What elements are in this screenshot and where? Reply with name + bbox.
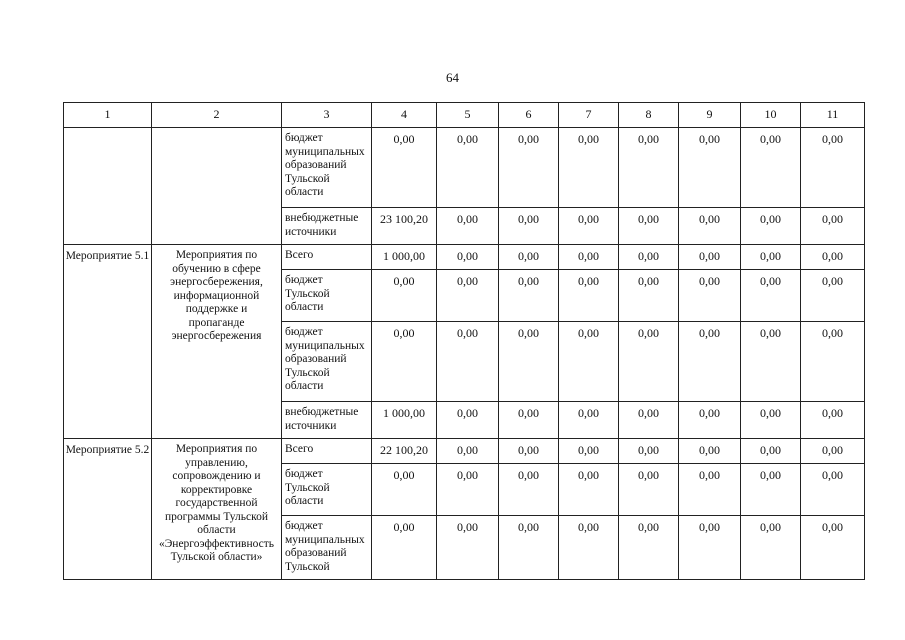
funding-source: бюджет Тульской области <box>282 464 372 516</box>
value-cell: 0,00 <box>801 208 865 245</box>
value-cell: 0,00 <box>679 402 741 439</box>
value-cell: 0,00 <box>499 322 559 402</box>
funding-source: бюджет муниципальных образований Тульской <box>282 516 372 580</box>
value-cell: 0,00 <box>372 270 437 322</box>
funding-source: Всего <box>282 439 372 464</box>
event-label: Мероприятие 5.2 <box>64 439 152 580</box>
value-cell: 0,00 <box>499 128 559 208</box>
value-cell: 0,00 <box>437 402 499 439</box>
column-header: 1 <box>64 103 152 128</box>
table-row <box>64 245 865 270</box>
column-header: 10 <box>741 103 801 128</box>
value-cell: 0,00 <box>741 270 801 322</box>
column-header: 11 <box>801 103 865 128</box>
value-cell: 0,00 <box>559 439 619 464</box>
value-cell: 0,00 <box>801 270 865 322</box>
value-cell: 0,00 <box>559 322 619 402</box>
value-cell: 0,00 <box>372 464 437 516</box>
value-cell: 0,00 <box>559 516 619 580</box>
value-cell: 0,00 <box>619 464 679 516</box>
value-cell: 0,00 <box>437 322 499 402</box>
value-cell: 0,00 <box>437 245 499 270</box>
column-header: 6 <box>499 103 559 128</box>
column-header: 3 <box>282 103 372 128</box>
value-cell: 0,00 <box>559 464 619 516</box>
column-header: 9 <box>679 103 741 128</box>
value-cell: 0,00 <box>679 128 741 208</box>
value-cell: 0,00 <box>437 439 499 464</box>
value-cell: 0,00 <box>741 245 801 270</box>
value-cell: 0,00 <box>801 322 865 402</box>
header-row <box>64 103 865 128</box>
value-cell: 0,00 <box>679 322 741 402</box>
funding-source: бюджет Тульской области <box>282 270 372 322</box>
value-cell: 0,00 <box>559 128 619 208</box>
event-description: Мероприятия по управлению, сопровождению и корректировке государственной программы Тульской области «Энергоэффективность Тульской области» <box>152 439 282 580</box>
value-cell: 0,00 <box>619 245 679 270</box>
empty-description-cell <box>152 128 282 245</box>
value-cell: 0,00 <box>499 402 559 439</box>
value-cell: 0,00 <box>741 322 801 402</box>
value-cell: 0,00 <box>499 516 559 580</box>
value-cell: 0,00 <box>679 464 741 516</box>
value-cell: 0,00 <box>801 245 865 270</box>
value-cell: 0,00 <box>801 516 865 580</box>
table-row <box>64 128 865 208</box>
value-cell: 0,00 <box>559 245 619 270</box>
value-cell: 0,00 <box>437 128 499 208</box>
funding-source: бюджет муниципальных образований Тульской области <box>282 128 372 208</box>
value-cell: 0,00 <box>437 516 499 580</box>
event-description: Мероприятия по обучению в сфере энергосбережения, информационной поддержке и пропаганде энергосбережения <box>152 245 282 439</box>
value-cell: 0,00 <box>499 464 559 516</box>
funding-source: внебюджетные источники <box>282 208 372 245</box>
value-cell: 0,00 <box>437 464 499 516</box>
column-header: 7 <box>559 103 619 128</box>
value-cell: 0,00 <box>801 128 865 208</box>
value-cell: 0,00 <box>741 439 801 464</box>
value-cell: 0,00 <box>619 402 679 439</box>
column-header: 4 <box>372 103 437 128</box>
funding-source: Всего <box>282 245 372 270</box>
value-cell: 0,00 <box>679 516 741 580</box>
value-cell: 0,00 <box>619 439 679 464</box>
value-cell: 1 000,00 <box>372 402 437 439</box>
value-cell: 0,00 <box>619 270 679 322</box>
value-cell: 0,00 <box>679 245 741 270</box>
value-cell: 0,00 <box>619 128 679 208</box>
event-label: Мероприятие 5.1 <box>64 245 152 439</box>
budget-table <box>63 102 865 580</box>
value-cell: 23 100,20 <box>372 208 437 245</box>
column-header: 8 <box>619 103 679 128</box>
value-cell: 0,00 <box>372 516 437 580</box>
value-cell: 0,00 <box>801 439 865 464</box>
value-cell: 0,00 <box>499 245 559 270</box>
table-row <box>64 439 865 464</box>
value-cell: 0,00 <box>559 208 619 245</box>
value-cell: 0,00 <box>619 208 679 245</box>
column-header: 5 <box>437 103 499 128</box>
value-cell: 0,00 <box>372 128 437 208</box>
value-cell: 0,00 <box>741 464 801 516</box>
value-cell: 0,00 <box>679 208 741 245</box>
value-cell: 0,00 <box>741 208 801 245</box>
value-cell: 0,00 <box>741 516 801 580</box>
value-cell: 0,00 <box>679 439 741 464</box>
value-cell: 0,00 <box>559 270 619 322</box>
value-cell: 0,00 <box>499 208 559 245</box>
value-cell: 0,00 <box>741 128 801 208</box>
value-cell: 0,00 <box>437 208 499 245</box>
value-cell: 0,00 <box>619 516 679 580</box>
value-cell: 0,00 <box>499 270 559 322</box>
value-cell: 0,00 <box>619 322 679 402</box>
value-cell: 0,00 <box>679 270 741 322</box>
value-cell: 0,00 <box>437 270 499 322</box>
value-cell: 0,00 <box>499 439 559 464</box>
column-header: 2 <box>152 103 282 128</box>
value-cell: 0,00 <box>801 402 865 439</box>
page-number: 64 <box>446 70 459 85</box>
value-cell: 0,00 <box>801 464 865 516</box>
value-cell: 0,00 <box>559 402 619 439</box>
empty-event-cell <box>64 128 152 245</box>
funding-source: внебюджетные источники <box>282 402 372 439</box>
funding-source: бюджет муниципальных образований Тульской области <box>282 322 372 402</box>
value-cell: 22 100,20 <box>372 439 437 464</box>
value-cell: 0,00 <box>372 322 437 402</box>
value-cell: 1 000,00 <box>372 245 437 270</box>
value-cell: 0,00 <box>741 402 801 439</box>
